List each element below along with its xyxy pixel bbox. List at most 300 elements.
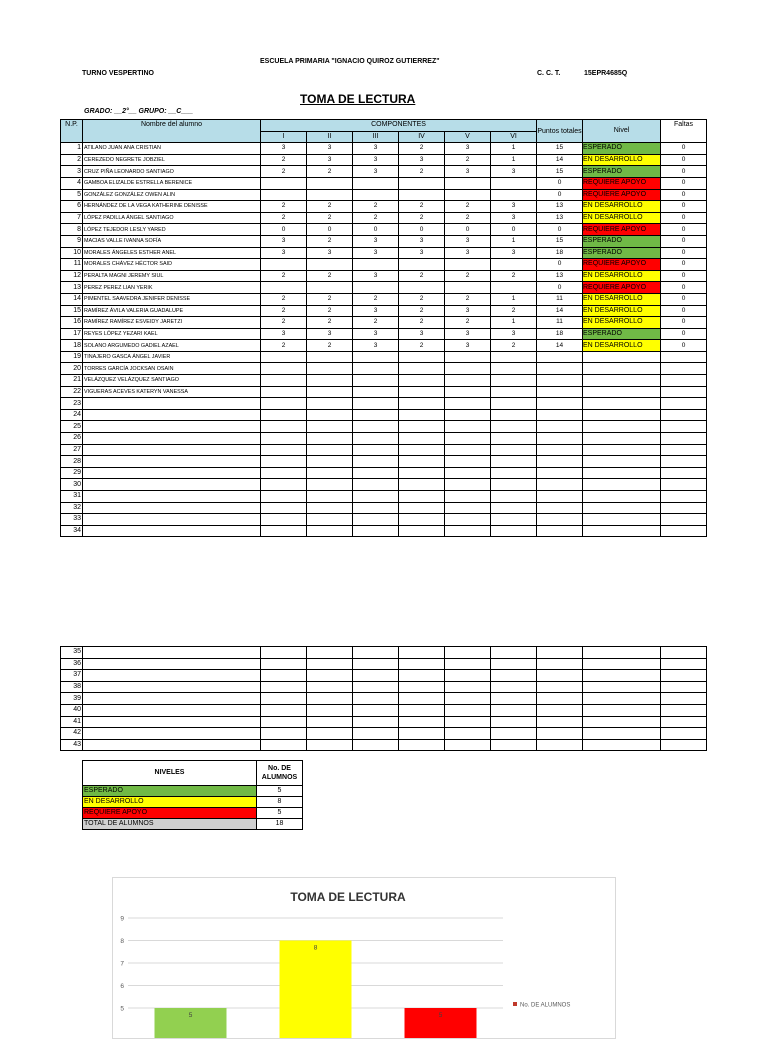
score-cell: 2 <box>261 212 307 224</box>
total-cell: 0 <box>537 224 583 236</box>
shift-label: TURNO VESPERTINO <box>82 70 154 77</box>
score-cell <box>491 479 537 491</box>
table-row <box>61 282 707 294</box>
total-cell: 15 <box>537 235 583 247</box>
header-comp-1: I <box>261 131 307 143</box>
score-cell <box>261 386 307 398</box>
nivel-cell: REQUIERE APOYO <box>583 177 661 189</box>
score-cell <box>445 351 491 363</box>
nivel-cell: ESPERADO <box>583 247 661 259</box>
row-number: 15 <box>61 305 83 317</box>
empty-cell <box>261 670 307 682</box>
table-row <box>61 189 707 201</box>
summary-table <box>82 760 303 830</box>
empty-cell <box>353 670 399 682</box>
score-cell: 2 <box>353 293 399 305</box>
score-cell <box>261 282 307 294</box>
row-number: 26 <box>61 433 83 445</box>
nivel-cell <box>583 467 661 479</box>
empty-cell <box>261 728 307 740</box>
row-number: 13 <box>61 282 83 294</box>
row-number: 16 <box>61 317 83 329</box>
score-cell: 2 <box>399 201 445 213</box>
score-cell <box>445 189 491 201</box>
header-nivel: Nivel <box>583 120 661 143</box>
score-cell <box>307 502 353 514</box>
empty-cell <box>445 739 491 751</box>
score-cell <box>261 398 307 410</box>
row-number: 42 <box>61 728 83 740</box>
score-cell: 0 <box>261 224 307 236</box>
table-row <box>61 525 707 537</box>
score-cell: 2 <box>399 212 445 224</box>
y-tick-label: 7 <box>120 960 124 968</box>
student-name <box>83 514 261 526</box>
table-row <box>61 704 707 716</box>
row-number: 2 <box>61 154 83 166</box>
score-cell: 0 <box>399 224 445 236</box>
table-row <box>61 514 707 526</box>
score-cell <box>307 421 353 433</box>
nivel-cell <box>583 386 661 398</box>
faltas-cell: 0 <box>661 177 707 189</box>
score-cell: 3 <box>353 235 399 247</box>
score-cell <box>445 456 491 468</box>
score-cell: 3 <box>307 247 353 259</box>
faltas-cell: 0 <box>661 201 707 213</box>
empty-cell <box>491 704 537 716</box>
table-row <box>61 670 707 682</box>
empty-cell <box>83 739 261 751</box>
header-np: N.P. <box>61 120 83 143</box>
faltas-cell <box>661 525 707 537</box>
score-cell <box>261 444 307 456</box>
score-cell <box>445 398 491 410</box>
score-cell: 3 <box>353 154 399 166</box>
score-cell <box>445 375 491 387</box>
score-cell <box>307 491 353 503</box>
score-cell <box>445 282 491 294</box>
legend-label: No. DE ALUMNOS <box>520 1002 571 1009</box>
row-number: 8 <box>61 224 83 236</box>
empty-cell <box>491 728 537 740</box>
empty-cell <box>661 728 707 740</box>
score-cell <box>491 259 537 271</box>
bar-data-label: 5 <box>188 1012 193 1019</box>
student-name: TINAJERO GASCA ÁNGEL JAVIER <box>83 351 261 363</box>
summary-value: 18 <box>257 819 303 830</box>
score-cell <box>307 177 353 189</box>
score-cell: 2 <box>261 154 307 166</box>
faltas-cell: 0 <box>661 189 707 201</box>
score-cell: 3 <box>261 328 307 340</box>
nivel-cell <box>583 398 661 410</box>
score-cell <box>445 514 491 526</box>
score-cell: 3 <box>491 201 537 213</box>
empty-cell <box>399 704 445 716</box>
faltas-cell <box>661 363 707 375</box>
score-cell <box>353 282 399 294</box>
score-cell <box>399 177 445 189</box>
table-row <box>61 444 707 456</box>
score-cell <box>261 502 307 514</box>
student-name <box>83 502 261 514</box>
student-name: RAMÍREZ ÁVILA VALERIA GUADALUPE <box>83 305 261 317</box>
total-cell <box>537 514 583 526</box>
table-row <box>61 739 707 751</box>
score-cell: 2 <box>399 293 445 305</box>
faltas-cell: 0 <box>661 154 707 166</box>
empty-cell <box>307 704 353 716</box>
score-cell: 2 <box>261 293 307 305</box>
total-cell <box>537 491 583 503</box>
empty-cell <box>261 739 307 751</box>
score-cell <box>491 375 537 387</box>
score-cell <box>353 456 399 468</box>
table-row <box>61 143 707 155</box>
score-cell: 1 <box>491 143 537 155</box>
total-cell: 15 <box>537 166 583 178</box>
nivel-cell: EN DESARROLLO <box>583 201 661 213</box>
score-cell: 0 <box>491 224 537 236</box>
score-cell <box>353 467 399 479</box>
total-cell <box>537 467 583 479</box>
faltas-cell <box>661 433 707 445</box>
row-number: 1 <box>61 143 83 155</box>
score-cell: 0 <box>353 224 399 236</box>
empty-cell <box>537 728 583 740</box>
score-cell <box>307 375 353 387</box>
total-cell: 0 <box>537 259 583 271</box>
student-name: ATILANO JUAN ANA CRISTIAN <box>83 143 261 155</box>
empty-cell <box>307 728 353 740</box>
row-number: 19 <box>61 351 83 363</box>
score-cell: 3 <box>353 270 399 282</box>
empty-cell <box>661 739 707 751</box>
empty-cell <box>537 716 583 728</box>
empty-cell <box>445 716 491 728</box>
empty-cell <box>583 670 661 682</box>
score-cell <box>307 467 353 479</box>
score-cell: 2 <box>261 317 307 329</box>
table-row <box>61 224 707 236</box>
table-row <box>61 340 707 352</box>
empty-cell <box>583 658 661 670</box>
faltas-cell <box>661 491 707 503</box>
score-cell <box>399 433 445 445</box>
student-name: PEREZ PEREZ LIAN YERIK <box>83 282 261 294</box>
header-comp-2: II <box>307 131 353 143</box>
empty-cell <box>445 704 491 716</box>
faltas-cell: 0 <box>661 317 707 329</box>
empty-cell <box>83 704 261 716</box>
bar-chart <box>113 878 615 1038</box>
student-name <box>83 467 261 479</box>
empty-cell <box>399 647 445 659</box>
empty-cell <box>583 716 661 728</box>
nivel-cell: EN DESARROLLO <box>583 340 661 352</box>
score-cell <box>307 514 353 526</box>
table-row <box>61 351 707 363</box>
header-name: Nombre del alumno <box>83 120 261 143</box>
row-number: 29 <box>61 467 83 479</box>
table-row <box>61 433 707 445</box>
score-cell: 2 <box>399 166 445 178</box>
score-cell: 3 <box>491 166 537 178</box>
empty-cell <box>491 681 537 693</box>
empty-cell <box>307 716 353 728</box>
student-name: GAMBOA ELIZALDE ESTRELLA BERENICE <box>83 177 261 189</box>
total-cell <box>537 525 583 537</box>
score-cell: 3 <box>491 247 537 259</box>
empty-cell <box>583 693 661 705</box>
student-name <box>83 444 261 456</box>
table-row <box>61 166 707 178</box>
score-cell: 2 <box>445 317 491 329</box>
score-cell: 1 <box>491 154 537 166</box>
score-cell <box>307 363 353 375</box>
total-cell <box>537 386 583 398</box>
score-cell: 3 <box>307 154 353 166</box>
empty-cell <box>399 681 445 693</box>
table-row <box>61 398 707 410</box>
score-cell: 3 <box>445 143 491 155</box>
empty-cell <box>537 681 583 693</box>
nivel-cell <box>583 479 661 491</box>
student-name <box>83 525 261 537</box>
score-cell: 2 <box>307 212 353 224</box>
empty-cell <box>353 681 399 693</box>
row-number: 4 <box>61 177 83 189</box>
score-cell: 3 <box>353 305 399 317</box>
row-number: 39 <box>61 693 83 705</box>
bar-data-label: 5 <box>438 1012 443 1019</box>
row-number: 17 <box>61 328 83 340</box>
nivel-cell <box>583 421 661 433</box>
nivel-cell <box>583 491 661 503</box>
empty-cell <box>399 693 445 705</box>
score-cell <box>307 433 353 445</box>
grado-grupo: GRADO: __2°__ GRUPO: __C___ <box>84 108 194 115</box>
score-cell <box>261 479 307 491</box>
score-cell <box>399 398 445 410</box>
empty-cell <box>83 670 261 682</box>
table-row <box>61 328 707 340</box>
score-cell <box>353 398 399 410</box>
total-cell: 14 <box>537 340 583 352</box>
score-cell <box>491 433 537 445</box>
student-name: LÓPEZ PADILLA ÁNGEL SANTIAGO <box>83 212 261 224</box>
student-name: HERNÁNDEZ DE LA VEGA KATHERINE DENISSE <box>83 201 261 213</box>
empty-cell <box>399 728 445 740</box>
empty-cell <box>353 716 399 728</box>
empty-cell <box>261 647 307 659</box>
row-number: 12 <box>61 270 83 282</box>
student-name: LÓPEZ TEJEDOR LESLY YARED <box>83 224 261 236</box>
table-row <box>61 716 707 728</box>
total-cell: 15 <box>537 143 583 155</box>
y-tick-label: 8 <box>120 938 124 945</box>
nivel-cell: EN DESARROLLO <box>583 305 661 317</box>
score-cell <box>261 375 307 387</box>
student-name: CEREZEDO NEGRETE JOBZIEL <box>83 154 261 166</box>
table-row <box>61 658 707 670</box>
total-cell <box>537 398 583 410</box>
table-row <box>61 386 707 398</box>
total-cell <box>537 421 583 433</box>
score-cell <box>399 456 445 468</box>
row-number: 36 <box>61 658 83 670</box>
empty-cell <box>491 647 537 659</box>
summary-value: 5 <box>257 786 303 797</box>
faltas-cell: 0 <box>661 282 707 294</box>
score-cell <box>353 502 399 514</box>
table-row <box>61 270 707 282</box>
score-cell: 2 <box>399 340 445 352</box>
score-cell <box>491 177 537 189</box>
score-cell: 2 <box>399 270 445 282</box>
summary-value: 5 <box>257 808 303 819</box>
score-cell: 3 <box>445 247 491 259</box>
empty-cell <box>261 681 307 693</box>
row-number: 41 <box>61 716 83 728</box>
score-cell <box>399 363 445 375</box>
score-cell <box>445 409 491 421</box>
empty-cell <box>661 658 707 670</box>
row-number: 14 <box>61 293 83 305</box>
row-number: 31 <box>61 491 83 503</box>
total-cell <box>537 433 583 445</box>
score-cell <box>307 398 353 410</box>
empty-cell <box>307 693 353 705</box>
row-number: 9 <box>61 235 83 247</box>
score-cell: 3 <box>445 305 491 317</box>
table-row <box>61 259 707 271</box>
table-row <box>61 728 707 740</box>
table-row <box>61 467 707 479</box>
empty-cell <box>537 693 583 705</box>
score-cell <box>399 479 445 491</box>
nivel-cell <box>583 351 661 363</box>
score-cell: 2 <box>261 340 307 352</box>
nivel-cell: REQUIERE APOYO <box>583 282 661 294</box>
y-tick-label: 5 <box>120 1005 124 1013</box>
nivel-cell <box>583 363 661 375</box>
row-number: 20 <box>61 363 83 375</box>
table-row <box>61 317 707 329</box>
score-cell: 3 <box>491 212 537 224</box>
score-cell: 3 <box>261 235 307 247</box>
student-name: VIGUERAS ACEVES KATERYN VANESSA <box>83 386 261 398</box>
row-number: 10 <box>61 247 83 259</box>
table-row <box>61 375 707 387</box>
score-cell <box>491 421 537 433</box>
score-cell: 3 <box>353 166 399 178</box>
empty-cell <box>83 693 261 705</box>
score-cell <box>399 259 445 271</box>
score-cell <box>261 491 307 503</box>
empty-cell <box>491 739 537 751</box>
score-cell: 3 <box>445 166 491 178</box>
empty-cell <box>445 658 491 670</box>
score-cell <box>261 433 307 445</box>
table-row <box>61 177 707 189</box>
score-cell <box>491 409 537 421</box>
header-comp-4: IV <box>399 131 445 143</box>
empty-cell <box>353 658 399 670</box>
score-cell <box>399 525 445 537</box>
empty-cell <box>399 716 445 728</box>
score-cell <box>307 479 353 491</box>
total-cell: 11 <box>537 317 583 329</box>
header-puntos: Puntos totales <box>537 120 583 143</box>
score-cell <box>261 363 307 375</box>
total-cell: 13 <box>537 201 583 213</box>
summary-label: TOTAL DE ALUMNOS <box>83 819 257 830</box>
header-comp-5: V <box>445 131 491 143</box>
cct-value: 15EPR4685Q <box>584 70 628 77</box>
score-cell <box>261 409 307 421</box>
score-cell: 2 <box>307 270 353 282</box>
empty-cell <box>491 670 537 682</box>
cct-label: C. C. T. <box>537 70 561 77</box>
score-cell <box>491 467 537 479</box>
score-cell: 2 <box>491 340 537 352</box>
total-cell: 0 <box>537 189 583 201</box>
score-cell: 2 <box>307 166 353 178</box>
student-name: TORRES GARCÍA JOCKSAN OSAIN <box>83 363 261 375</box>
empty-cell <box>445 681 491 693</box>
score-cell: 2 <box>399 317 445 329</box>
score-cell <box>399 514 445 526</box>
row-number: 35 <box>61 647 83 659</box>
empty-cell <box>661 681 707 693</box>
nivel-cell: EN DESARROLLO <box>583 293 661 305</box>
table-row <box>61 456 707 468</box>
score-cell <box>353 177 399 189</box>
empty-cell <box>261 693 307 705</box>
score-cell: 3 <box>353 143 399 155</box>
score-cell <box>307 525 353 537</box>
score-cell: 2 <box>261 166 307 178</box>
score-cell <box>399 409 445 421</box>
empty-cell <box>661 693 707 705</box>
faltas-cell: 0 <box>661 143 707 155</box>
nivel-cell: EN DESARROLLO <box>583 317 661 329</box>
score-cell: 2 <box>307 305 353 317</box>
nivel-cell <box>583 409 661 421</box>
score-cell: 2 <box>261 270 307 282</box>
score-cell <box>307 282 353 294</box>
score-cell <box>261 259 307 271</box>
total-cell: 11 <box>537 293 583 305</box>
row-number: 25 <box>61 421 83 433</box>
total-cell: 0 <box>537 282 583 294</box>
score-cell <box>491 189 537 201</box>
table-row <box>61 247 707 259</box>
faltas-cell: 0 <box>661 247 707 259</box>
empty-cell <box>583 647 661 659</box>
score-cell <box>445 259 491 271</box>
empty-cell <box>83 658 261 670</box>
total-cell <box>537 351 583 363</box>
table-row <box>61 293 707 305</box>
student-name <box>83 491 261 503</box>
faltas-cell <box>661 479 707 491</box>
faltas-cell <box>661 421 707 433</box>
table-row <box>61 235 707 247</box>
empty-cell <box>83 728 261 740</box>
